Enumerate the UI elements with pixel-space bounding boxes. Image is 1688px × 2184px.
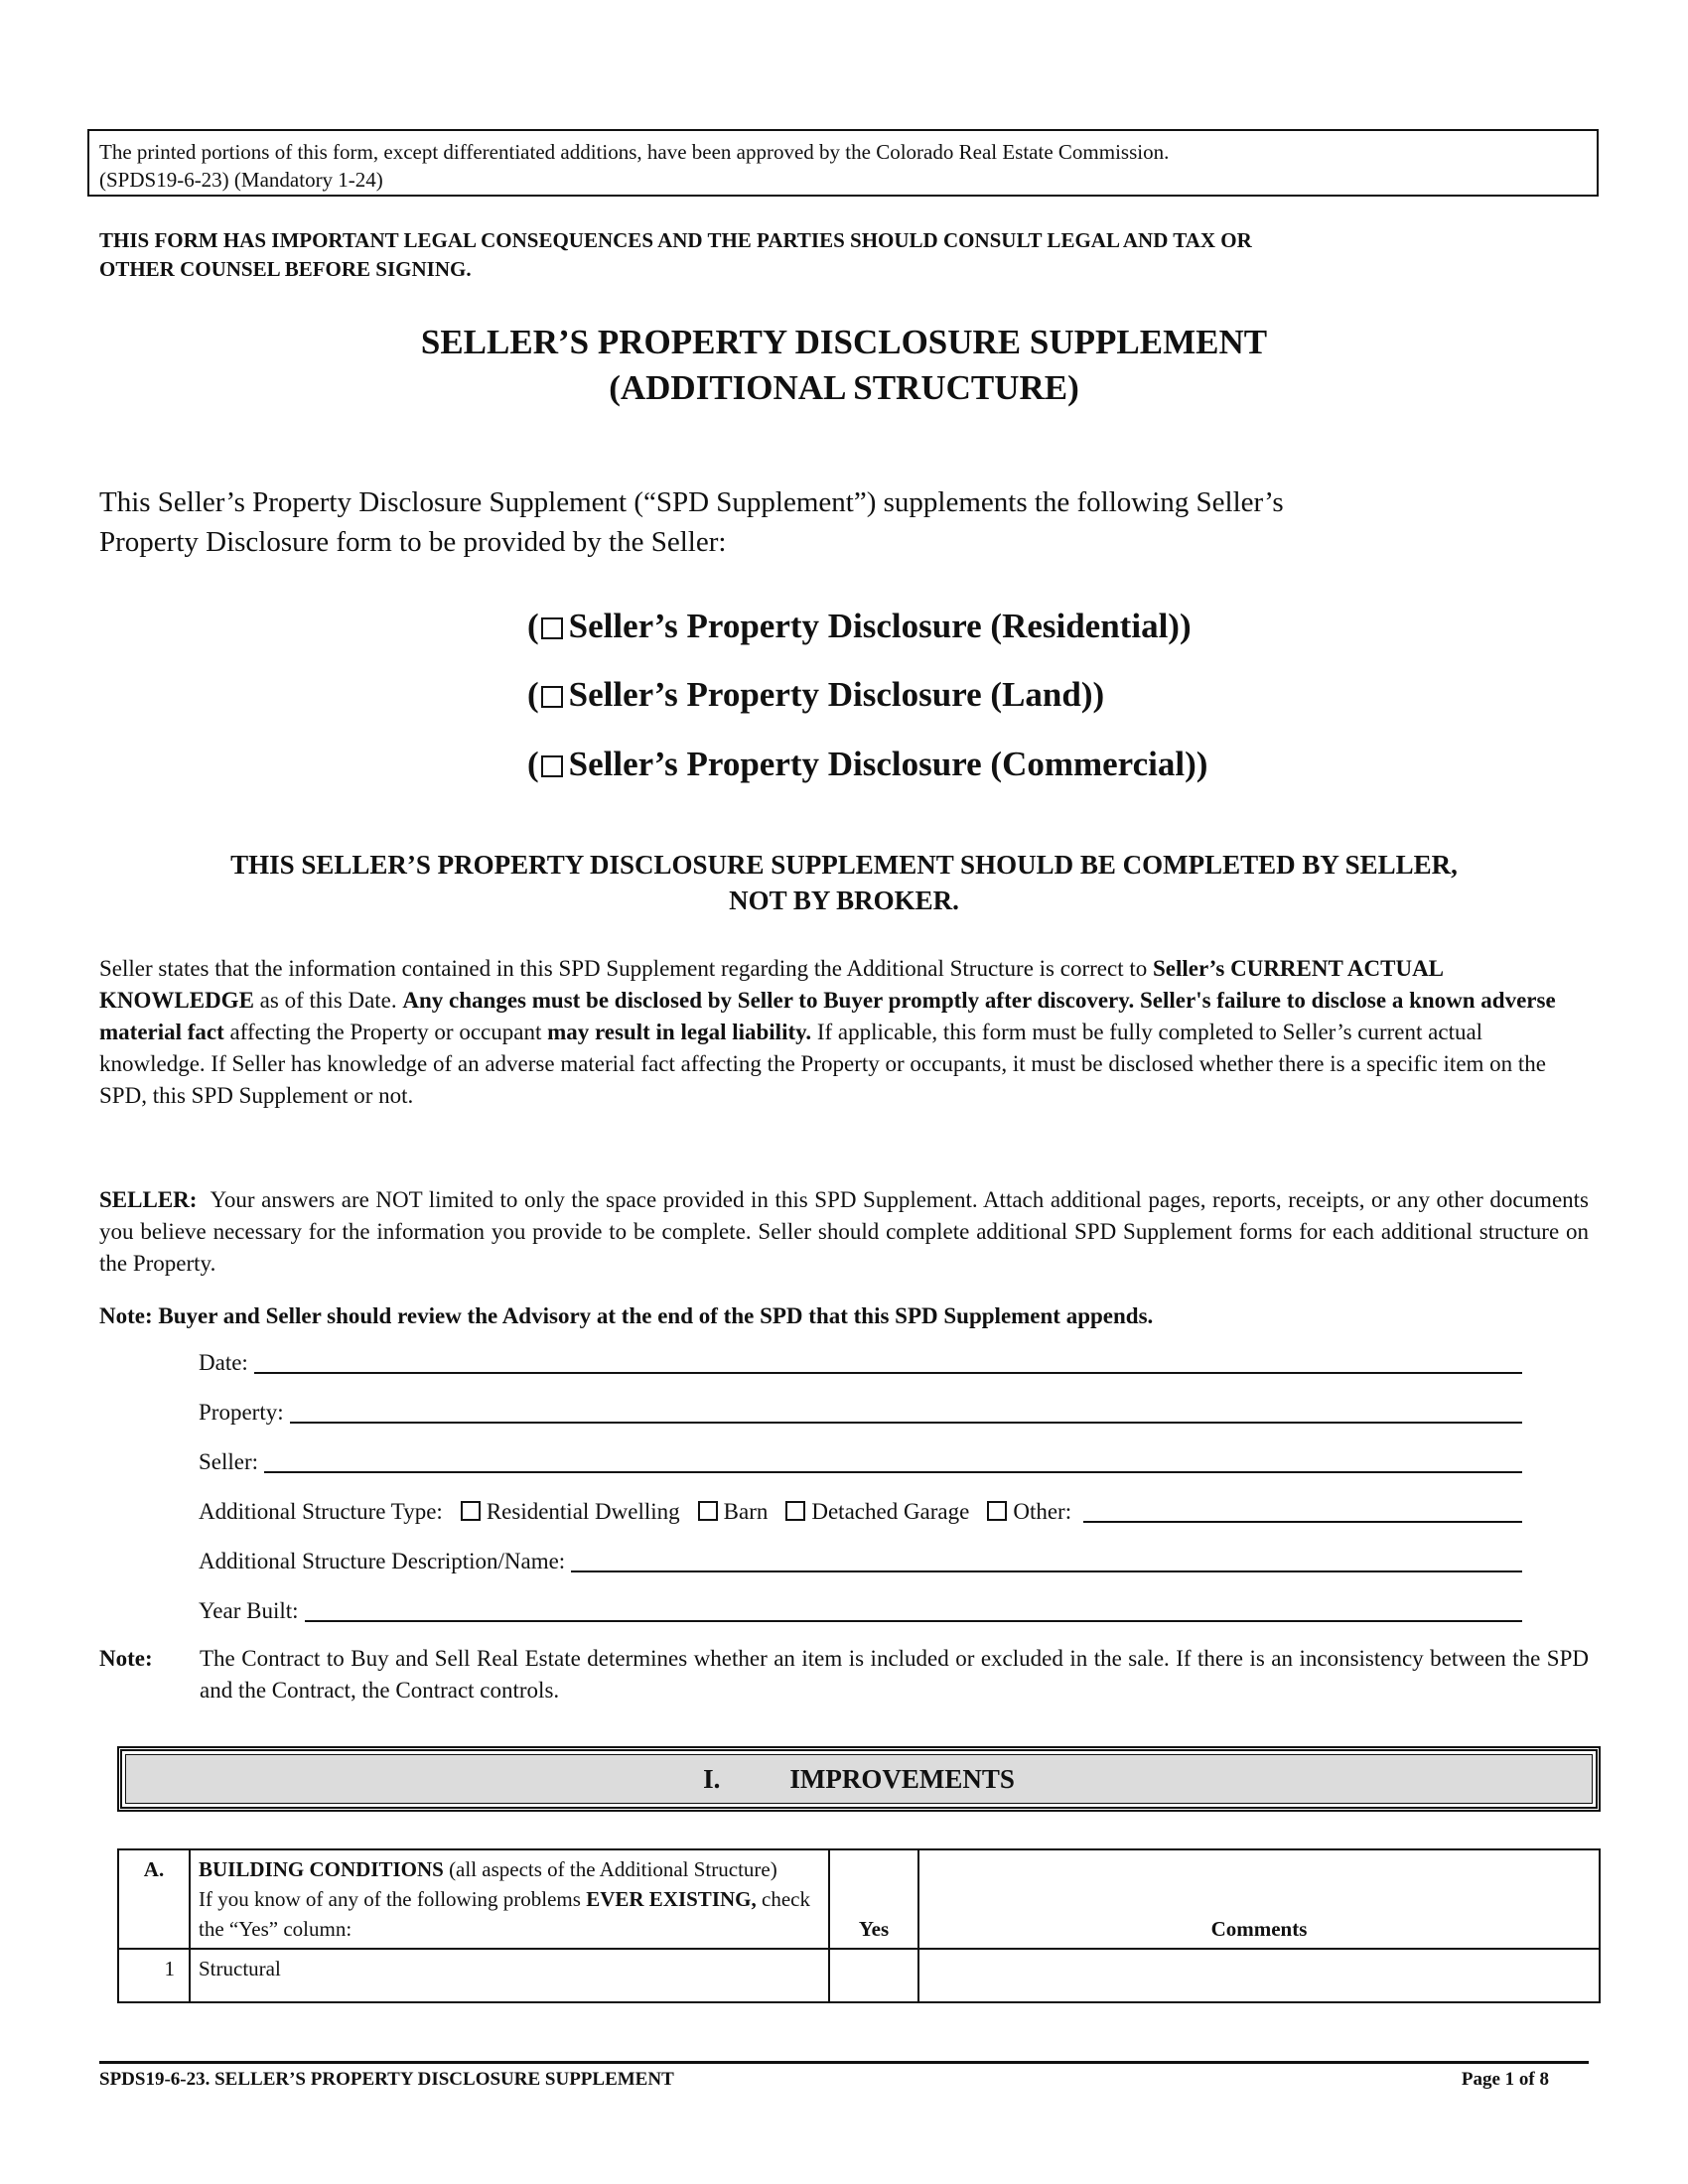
form-title-line-1: SELLER’S PROPERTY DISCLOSURE SUPPLEMENT <box>420 323 1268 361</box>
date-label: Date: <box>199 1350 248 1375</box>
knowledge-paragraph <box>99 953 1589 1112</box>
open-paren: ( <box>527 675 539 714</box>
contract-note-text: The Contract to Buy and Sell Real Estate determines whether an item is included or excluded in the sale. If there is an inconsistency between the SPD and the Contract, the Contract controls. <box>200 1646 1589 1703</box>
knowledge-text-3: affecting the Property or occupant <box>223 1020 548 1044</box>
contract-note <box>99 1643 1589 1706</box>
form-title <box>0 320 1688 411</box>
commercial-checkbox[interactable] <box>541 755 563 777</box>
seller-label: SELLER: <box>99 1187 198 1212</box>
approval-line-2: (SPDS19-6-23) (Mandatory 1-24) <box>99 168 383 192</box>
disclosure-option-label: Seller’s Property Disclosure (Land)) <box>568 675 1105 714</box>
disclosure-option-commercial <box>527 744 1207 785</box>
knowledge-text-2: as of this Date. <box>253 988 403 1013</box>
seller-input-line[interactable] <box>264 1470 1522 1473</box>
intro-paragraph <box>99 482 1589 562</box>
option-barn <box>686 1499 769 1529</box>
form-title-line-2: (ADDITIONAL STRUCTURE) <box>609 368 1079 407</box>
disclosure-option-label: Seller’s Property Disclosure (Commercial)) <box>568 745 1208 783</box>
knowledge-text-4: If applicable, this form must be fully completed to Seller’s current actual knowledge. If Seller has knowledge of an adverse material fact affecting the Property or occupants, it must be disclosed whether there is a specific item on the SPD, this SPD Supplement or not. <box>99 1020 1547 1108</box>
disclosure-option-land <box>527 674 1104 716</box>
land-checkbox[interactable] <box>541 686 563 708</box>
knowledge-bold-2: Any changes must be disclosed by Seller to Buyer promptly after discovery. Seller's failure to disclose a known adverse material fact <box>99 988 1556 1044</box>
row-number: 1 <box>118 1949 190 2002</box>
building-conditions-header <box>190 1849 829 1949</box>
table-header-row <box>118 1849 1600 1949</box>
complete-note-line-2: NOT BY BROKER. <box>729 886 959 915</box>
header-text-3: check the “Yes” column: <box>199 1887 810 1941</box>
disclosure-option-label: Seller’s Property Disclosure (Residential)) <box>568 607 1192 645</box>
approval-notice-box <box>87 129 1599 197</box>
table-row <box>118 1949 1600 2002</box>
description-input-line[interactable] <box>571 1570 1522 1572</box>
footer-page-number: Page 1 of 8 <box>1461 2069 1549 2090</box>
row-item-label: Structural <box>190 1949 829 2002</box>
other-checkbox[interactable] <box>987 1501 1007 1521</box>
open-paren: ( <box>527 607 539 645</box>
property-input-line[interactable] <box>290 1421 1522 1424</box>
complete-note-line-1: THIS SELLER’S PROPERTY DISCLOSURE SUPPLEMENT SHOULD BE COMPLETED BY SELLER, <box>230 850 1458 880</box>
option-label: Other: <box>1013 1499 1072 1524</box>
footer-divider <box>99 2061 1589 2064</box>
residential-checkbox[interactable] <box>541 617 563 639</box>
section-banner-improvements <box>117 1746 1601 1812</box>
option-label: Detached Garage <box>811 1499 970 1524</box>
row-comments-cell[interactable] <box>918 1949 1600 2002</box>
yes-column-header: Yes <box>829 1849 918 1949</box>
detached-garage-checkbox[interactable] <box>785 1501 805 1521</box>
disclosure-option-residential <box>527 606 1192 647</box>
year-built-field-row <box>199 1588 1522 1628</box>
legal-warning-line-1: THIS FORM HAS IMPORTANT LEGAL CONSEQUENCES AND THE PARTIES SHOULD CONSULT LEGAL AND TAX OR <box>99 228 1252 252</box>
residential-dwelling-checkbox[interactable] <box>461 1501 481 1521</box>
other-input-line[interactable] <box>1083 1520 1522 1523</box>
approval-line-1: The printed portions of this form, except differentiated additions, have been approved by the Colorado Real Estate Commission. <box>99 140 1170 164</box>
section-title: IMPROVEMENTS <box>789 1763 1015 1794</box>
option-other <box>975 1499 1071 1529</box>
description-label: Additional Structure Description/Name: <box>199 1549 566 1573</box>
row-yes-cell[interactable] <box>829 1949 918 2002</box>
review-advisory-note: Note: Buyer and Seller should review the Advisory at the end of the SPD that this SPD Supplement appends. <box>99 1303 1154 1328</box>
section-letter: A. <box>118 1849 190 1949</box>
section-number: I. <box>703 1763 721 1794</box>
option-label: Residential Dwelling <box>486 1499 680 1524</box>
barn-checkbox[interactable] <box>698 1501 718 1521</box>
date-field-row <box>199 1340 1522 1380</box>
option-detached-garage <box>774 1499 969 1529</box>
seller-instructions-text: Your answers are NOT limited to only the space provided in this SPD Supplement. Attach additional pages, reports, receipts, or any other documents you believe necessary for the information you provide to be complete. Seller should complete additional SPD Supplement forms for each additional structure on the Property. <box>99 1187 1589 1276</box>
seller-field-row <box>199 1439 1522 1479</box>
legal-warning-line-2: OTHER COUNSEL BEFORE SIGNING. <box>99 257 472 281</box>
year-built-input-line[interactable] <box>305 1619 1522 1622</box>
description-field-row <box>199 1539 1522 1578</box>
knowledge-bold-3: may result in legal liability. <box>547 1020 812 1044</box>
year-built-label: Year Built: <box>199 1598 299 1623</box>
seller-instructions-paragraph <box>99 1184 1589 1280</box>
structure-type-row <box>199 1489 1522 1529</box>
structure-type-label: Additional Structure Type: <box>199 1499 443 1524</box>
comments-column-header: Comments <box>918 1849 1600 1949</box>
contract-note-label: Note: <box>99 1646 153 1671</box>
header-bold-1: BUILDING CONDITIONS <box>199 1857 444 1881</box>
complete-by-seller-notice <box>0 847 1688 918</box>
date-input-line[interactable] <box>254 1371 1522 1374</box>
building-conditions-table <box>117 1848 1601 2003</box>
header-bold-2: EVER EXISTING, <box>586 1887 757 1911</box>
property-label: Property: <box>199 1400 284 1425</box>
option-residential-dwelling <box>449 1499 680 1529</box>
footer-form-id: SPDS19-6-23. SELLER’S PROPERTY DISCLOSURE SUPPLEMENT <box>99 2069 674 2090</box>
open-paren: ( <box>527 745 539 783</box>
intro-line-1: This Seller’s Property Disclosure Supplement (“SPD Supplement”) supplements the following Seller’s <box>99 486 1284 518</box>
knowledge-bold-1: Seller’s CURRENT ACTUAL KNOWLEDGE <box>99 956 1443 1013</box>
seller-name-label: Seller: <box>199 1449 259 1474</box>
header-text-1: (all aspects of the Additional Structure) <box>443 1857 777 1881</box>
header-text-2: If you know of any of the following problems <box>199 1887 587 1911</box>
legal-warning <box>99 226 1589 284</box>
section-banner-inner <box>125 1754 1593 1804</box>
intro-line-2: Property Disclosure form to be provided by the Seller: <box>99 526 727 558</box>
property-field-row <box>199 1390 1522 1430</box>
knowledge-text-1: Seller states that the information contained in this SPD Supplement regarding the Additional Structure is correct to <box>99 956 1153 981</box>
option-label: Barn <box>723 1499 769 1524</box>
